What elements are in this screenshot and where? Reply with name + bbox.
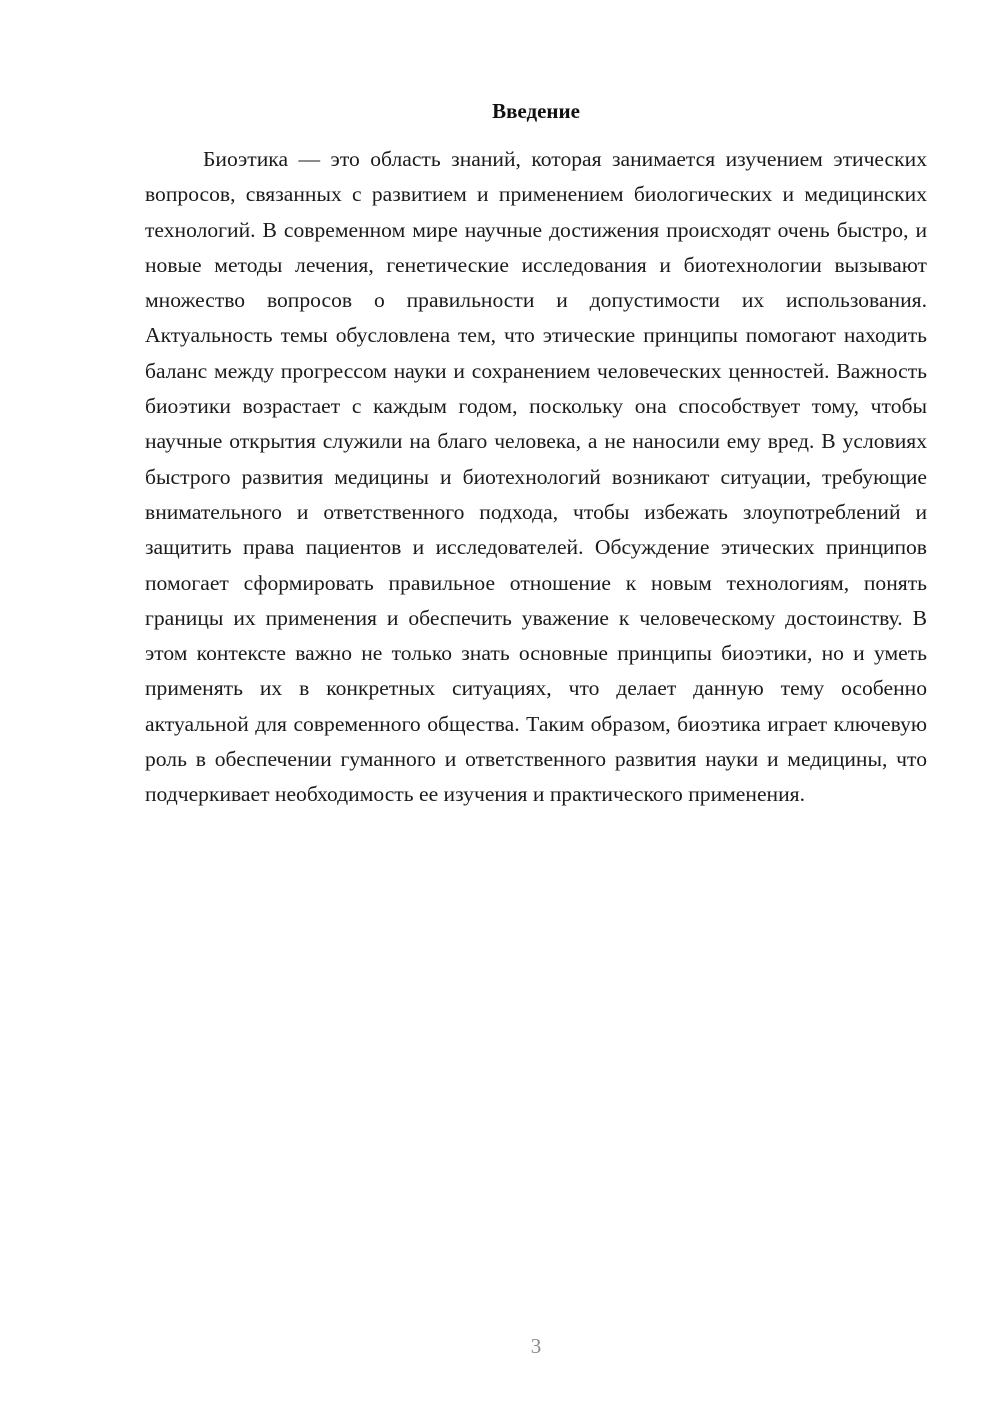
page-number: 3: [530, 1334, 542, 1358]
introduction-paragraph: Биоэтика — это область знаний, которая занимается изучением этических вопросов, связанных с развитием и применением биологических и медицинских технологий. В современном мире научные достижения происходят очень быстро, и новые методы лечения, генетические исследования и биотехнологии вызывают множество вопросов о правильности и допустимости их использования. Актуальность темы обусловлена тем, что этические принципы помогают находить баланс между прогрессом науки и сохранением человеческих ценностей. Важность биоэтики возрастает с каждым годом, поскольку она способствует тому, чтобы научные открытия служили на благо человека, а не наносили ему вред. В условиях быстрого развития медицины и биотехнологий возникают ситуации, требующие внимательного и ответственного подхода, чтобы избежать злоупотреблений и защитить права пациентов и исследователей. Обсуждение этических принципов помогает сформировать правильное отношение к новым технологиям, понять границы их применения и обеспечить уважение к человеческому достоинству. В этом контексте важно не только знать основные принципы биоэтики, но и уметь применять их в конкретных ситуациях, что делает данную тему особенно актуальной для современного общества. Таким образом, биоэтика играет ключевую роль в обеспечении гуманного и ответственного развития науки и медицины, что подчеркивает необходимость ее изучения и практического применения.: [145, 147, 927, 807]
page-title: Введение: [492, 99, 580, 123]
